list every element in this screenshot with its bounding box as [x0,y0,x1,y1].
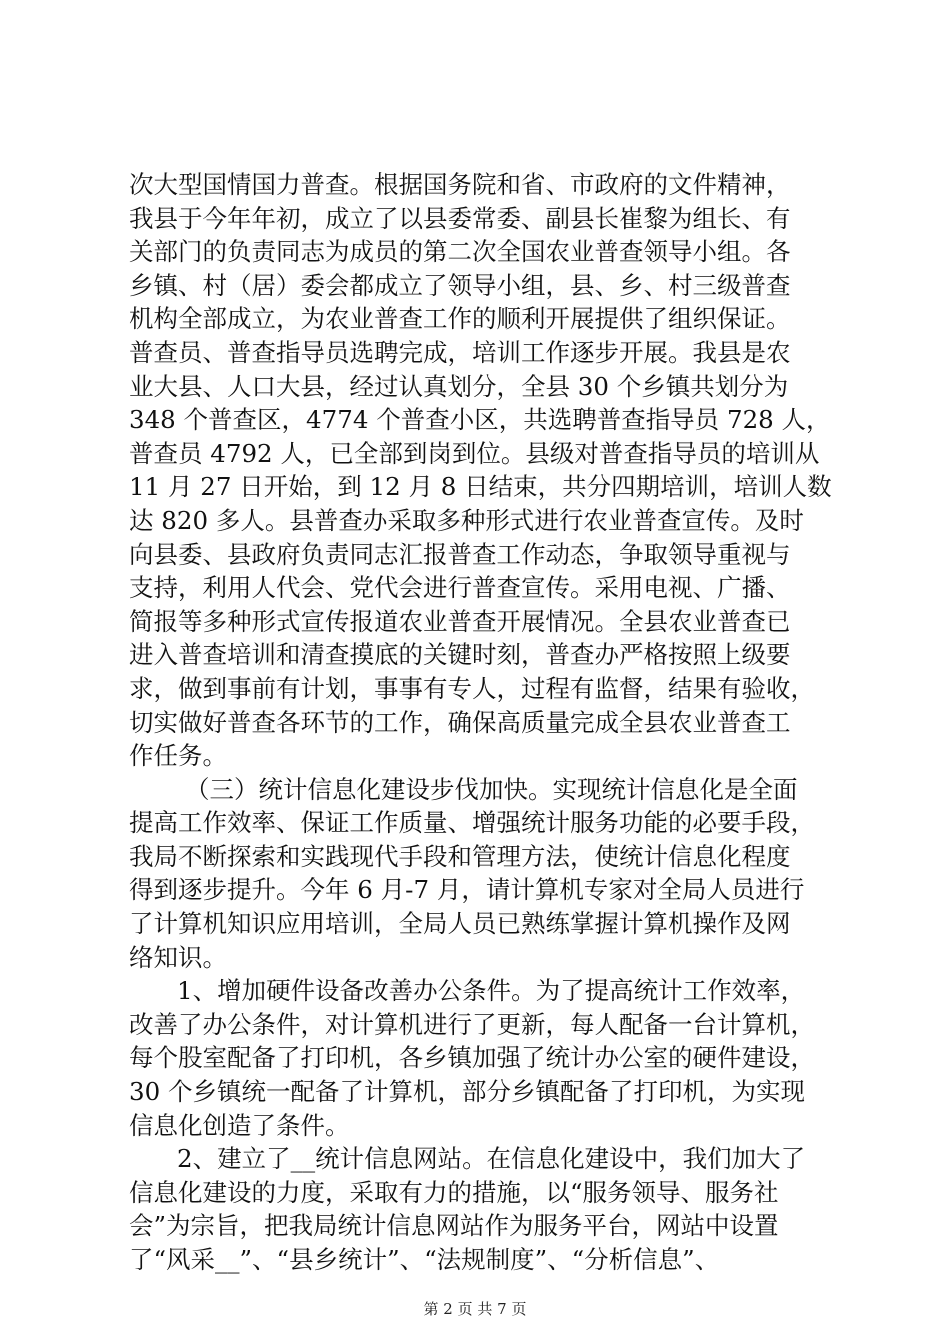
text-line: 了计算机知识应用培训，全局人员已熟练掌握计算机操作及网 [129,909,791,939]
text-line: 络知识。 [129,942,227,972]
text-line: 每个股室配备了打印机，各乡镇加强了统计办公室的硬件建设， [129,1043,815,1073]
text-line: 信息化建设的力度，采取有力的措施，以“服务领导、服务社 [129,1177,779,1207]
numbered-item-line: 2、建立了__统计信息网站。在信息化建设中，我们加大了 [177,1144,806,1174]
text-line: 普查员 4792 人，已全部到岗到位。县级对普查指导员的培训从 [129,438,820,468]
text-line: 乡镇、村（居）委会都成立了领导小组，县、乡、村三级普查 [129,270,791,300]
page-number-footer: 第 2 页 共 7 页 [423,1300,527,1318]
text-line: 向县委、县政府负责同志汇报普查工作动态，争取领导重视与 [129,539,791,569]
text-line: 348 个普查区，4774 个普查小区，共选聘普查指导员 728 人， [129,405,831,435]
text-line: 切实做好普查各环节的工作，确保高质量完成全县农业普查工 [129,707,791,737]
text-line: 11 月 27 日开始，到 12 月 8 日结束，共分四期培训，培训人数 [129,472,832,502]
text-line: 进入普查培训和清查摸底的关键时刻，普查办严格按照上级要 [129,640,791,670]
text-line: 会”为宗旨，把我局统计信息网站作为服务平台，网站中设置 [129,1211,779,1241]
text-line: 业大县、人口大县，经过认真划分，全县 30 个乡镇共划分为 [129,371,789,401]
text-line: 了“风采__”、“县乡统计”、“法规制度”、“分析信息”、 [129,1245,720,1274]
text-line: 关部门的负责同志为成员的第二次全国农业普查领导小组。各 [129,237,791,267]
text-line: 作任务。 [129,741,227,771]
text-line: 求，做到事前有计划，事事有专人，过程有监督，结果有验收， [129,673,815,703]
text-line: 30 个乡镇统一配备了计算机，部分乡镇配备了打印机，为实现 [129,1077,805,1107]
text-line: 提高工作效率、保证工作质量、增强统计服务功能的必要手段， [129,808,815,838]
body-text [129,168,839,1277]
section-heading-line: （三）统计信息化建设步伐加快。实现统计信息化是全面 [185,774,798,804]
text-line: 达 820 多人。县普查办采取多种形式进行农业普查宣传。及时 [129,505,804,535]
text-line: 信息化创造了条件。 [129,1110,350,1140]
text-line: 普查员、普查指导员选聘完成，培训工作逐步开展。我县是农 [129,337,791,367]
text-line: 次大型国情国力普查。根据国务院和省、市政府的文件精神， [129,170,791,199]
text-line: 简报等多种形式宣传报道农业普查开展情况。全县农业普查已 [129,606,791,636]
text-line: 我县于今年年初，成立了以县委常委、副县长崔黎为组长、有 [129,203,791,233]
numbered-item-line: 1、增加硬件设备改善办公条件。为了提高统计工作效率， [177,976,806,1006]
text-line: 改善了办公条件，对计算机进行了更新，每人配备一台计算机， [129,1009,815,1039]
text-line: 支持，利用人代会、党代会进行普查宣传。采用电视、广播、 [129,573,791,603]
text-line: 得到逐步提升。今年 6 月-7 月，请计算机专家对全局人员进行 [129,875,805,905]
text-line: 我局不断探索和实践现代手段和管理方法，使统计信息化程度 [129,841,791,871]
text-line: 机构全部成立，为农业普查工作的顺利开展提供了组织保证。 [129,304,791,334]
